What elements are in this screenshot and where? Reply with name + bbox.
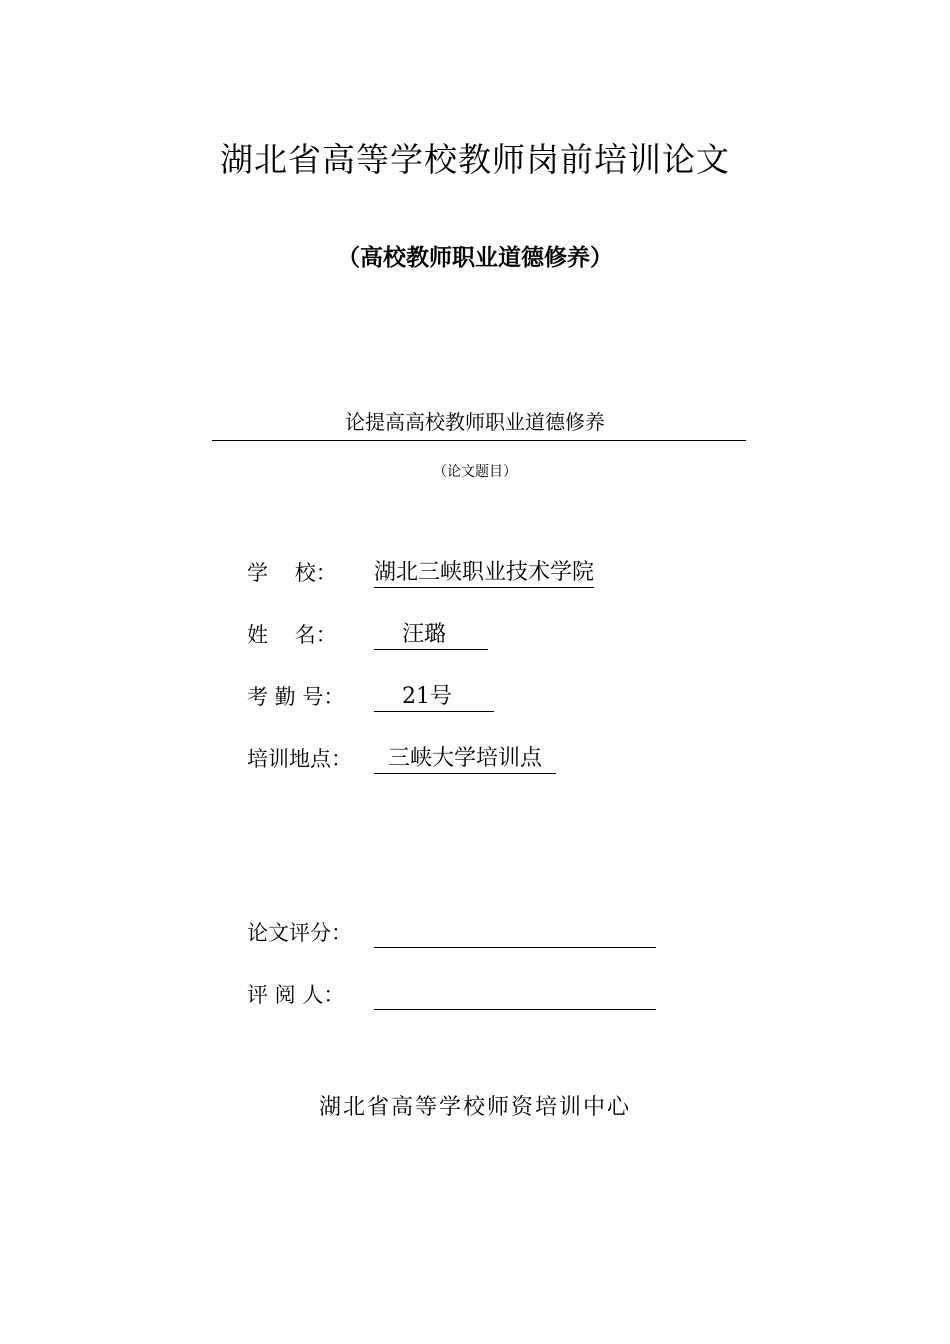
thesis-caption: （论文题目）	[433, 464, 517, 480]
training-site-label: 培训地点：	[247, 747, 352, 771]
score-blank-line	[374, 921, 656, 948]
training-site-row	[247, 742, 556, 774]
school-value: 湖北三峡职业技术学院	[374, 559, 594, 588]
reviewer-blank-line	[374, 983, 656, 1010]
sub-title: （高校教师职业道德修养）	[337, 245, 613, 271]
attendance-value: 21号	[374, 683, 494, 712]
main-title: 湖北省高等学校教师岗前培训论文	[220, 140, 730, 179]
thesis-title: 论提高高校教师职业道德修养	[345, 410, 605, 434]
attendance-row	[247, 680, 494, 712]
score-label: 论文评分：	[247, 921, 352, 945]
issuing-center: 湖北省高等学校师资培训中心	[318, 1095, 631, 1120]
reviewer-label: 评 阅 人：	[247, 983, 345, 1007]
thesis-title-underline	[212, 440, 746, 441]
name-value: 汪璐	[374, 621, 488, 650]
school-label: 学 校：	[247, 561, 337, 585]
training-site-value: 三峡大学培训点	[374, 745, 556, 774]
attendance-label: 考 勤 号：	[247, 685, 345, 709]
school-row	[247, 556, 594, 588]
name-label: 姓 名：	[247, 623, 337, 647]
name-row	[247, 618, 488, 650]
score-row	[247, 916, 656, 948]
reviewer-row	[247, 978, 656, 1010]
